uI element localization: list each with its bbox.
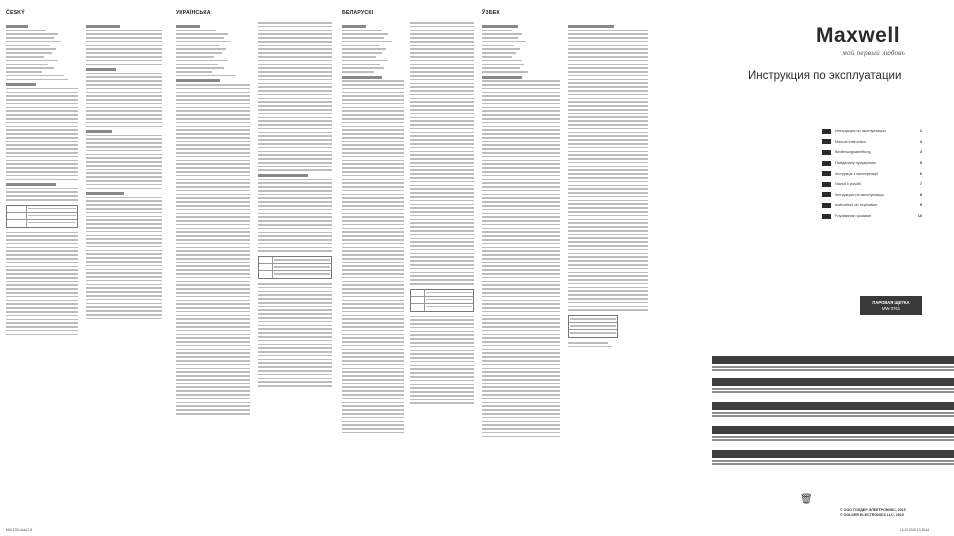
manual-title: Инструкция по эксплуатации xyxy=(748,70,902,82)
flag-icon xyxy=(822,192,831,197)
flag-icon xyxy=(822,171,831,176)
product-name: ПАРОВАЯ ЩЕТКА xyxy=(872,300,910,305)
column-cesky xyxy=(6,10,164,337)
flag-icon xyxy=(822,214,831,219)
toc-row: Instructiuni de exploatare 9 xyxy=(822,200,922,211)
spec-table xyxy=(410,289,474,312)
flag-icon xyxy=(822,139,831,144)
cover-panel xyxy=(712,0,954,536)
toc-row: Інструкцыя па эксплуатацыі 8 xyxy=(822,190,922,201)
print-timestamp: 14.10.2015 13:35:44 xyxy=(900,528,930,532)
column-uzbek xyxy=(482,10,650,439)
warranty-block-de xyxy=(712,402,954,418)
flag-icon xyxy=(822,129,831,134)
column-ukrainska xyxy=(176,10,334,417)
recycle-bin-icon: 🗑 xyxy=(800,494,813,505)
flag-icon xyxy=(822,161,831,166)
toc-row: Foydalanish qoidalari 10 xyxy=(822,211,922,222)
column-title: БЕЛАРУСКІ xyxy=(342,10,374,16)
column-title: УКРАЇНСЬКА xyxy=(176,10,211,16)
flag-icon xyxy=(822,203,831,208)
brand-tagline: мой первый любовь xyxy=(842,50,905,57)
print-code: MW-3761.indd 2-8 xyxy=(6,528,33,532)
column-title: ČESKÝ xyxy=(6,10,25,16)
flag-icon xyxy=(822,182,831,187)
warranty-block-ru xyxy=(712,356,954,372)
toc-row: Інструкція з експлуатації 6 xyxy=(822,168,922,179)
language-toc xyxy=(822,126,922,221)
toc-row: Návod k použití 7 xyxy=(822,179,922,190)
model-badge xyxy=(860,296,922,315)
toc-row: Пайдалану нұсқаулығы 5 xyxy=(822,158,922,169)
spec-table xyxy=(568,315,618,338)
column-belaruski xyxy=(342,10,474,436)
model-number: MW-3761 xyxy=(881,305,901,311)
toc-row: Bedienungsanleitung 4 xyxy=(822,147,922,158)
column-title: ЎЗБЕК xyxy=(482,10,500,16)
brand-logo: Maxwell xyxy=(816,24,901,47)
flag-icon xyxy=(822,150,831,155)
warranty-block-kz xyxy=(712,426,954,442)
toc-row: Инструкция по эксплуатации 2 xyxy=(822,126,922,137)
toc-row: Manual instruction 3 xyxy=(822,137,922,148)
warranty-block-en xyxy=(712,378,954,394)
spec-table xyxy=(258,256,332,279)
copyright: © ООО ГОЛДЕР-ЭЛЕКТРОНИКС, 2015 © GOLDER ELECTRONICS LLC, 2015 xyxy=(840,508,906,518)
spec-table xyxy=(6,205,78,228)
warranty-block-ua xyxy=(712,450,954,466)
